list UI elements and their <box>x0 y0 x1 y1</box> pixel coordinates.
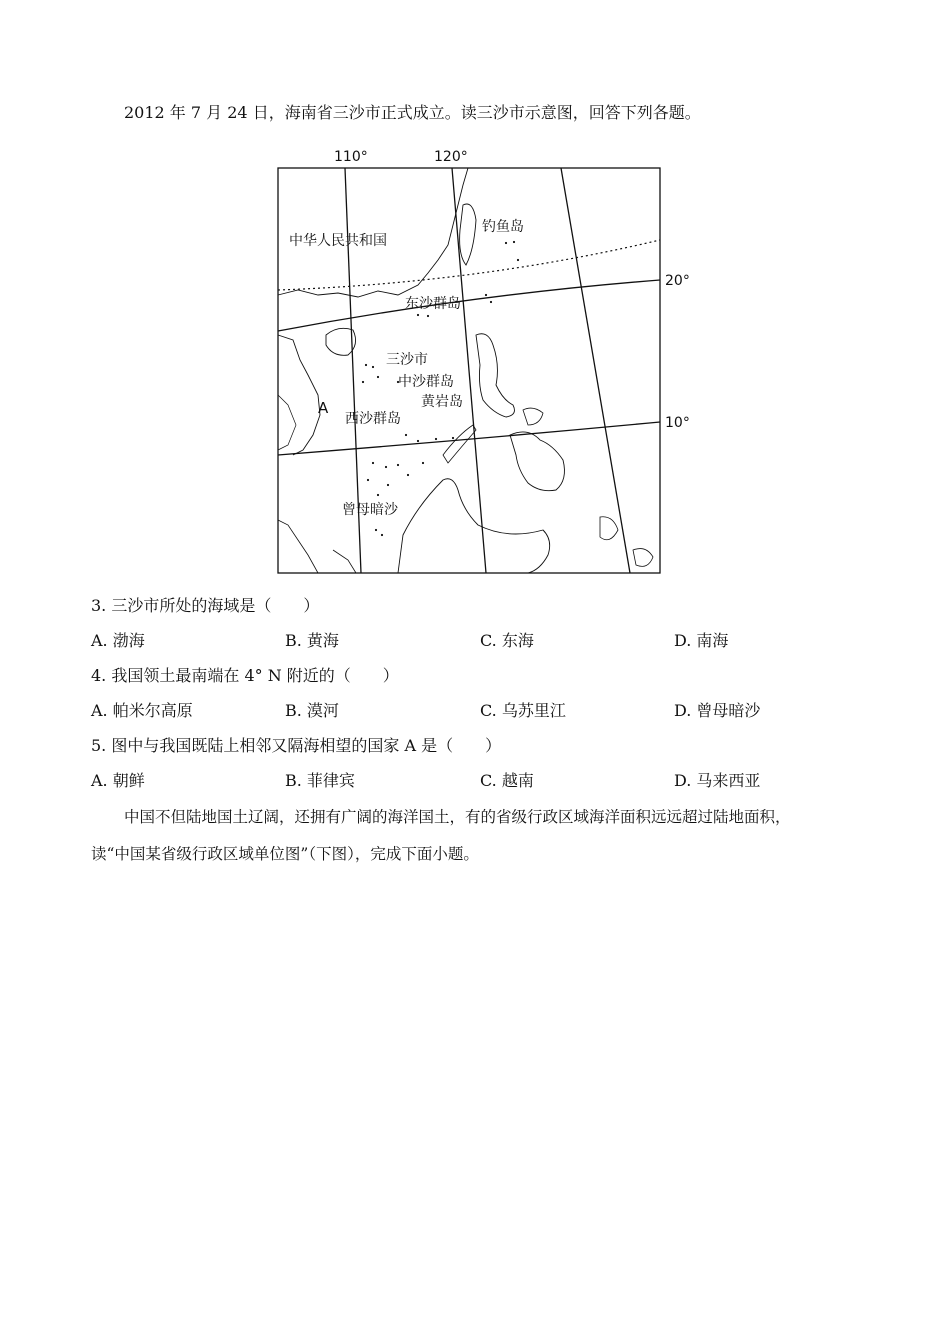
label-diaoyu: 钓鱼岛 <box>482 219 524 235</box>
label-sansha: 三沙市 <box>386 352 428 368</box>
inland-border <box>278 395 296 450</box>
question-4-stem: 4. 我国领土最南端在 4° N 附近的（ ） <box>91 666 399 685</box>
east-island <box>600 517 618 540</box>
map-figure <box>278 145 690 575</box>
label-zhongsha: 中沙群岛 <box>398 374 454 390</box>
question-4-option-c[interactable]: C. 乌苏里江 <box>480 701 566 720</box>
question-5-option-a[interactable]: A. 朝鲜 <box>91 771 145 790</box>
malay-coast <box>278 520 318 573</box>
passage-line-1: 中国不但陆地国土辽阔，还拥有广阔的海洋国土，有的省级行政区域海洋面积远远超过陆地面积， <box>124 808 791 826</box>
label-zengmu: 曾母暗沙 <box>342 502 398 518</box>
label-dongsha: 东沙群岛 <box>405 296 461 312</box>
label-xisha: 西沙群岛 <box>345 411 401 427</box>
lat-label-20: 20° <box>665 273 690 289</box>
palawan-island <box>443 425 476 463</box>
visayas-island <box>523 408 543 425</box>
intro-text: 2012 年 7 月 24 日，海南省三沙市正式成立。读三沙市示意图，回答下列各题。 <box>124 103 701 122</box>
island-coast <box>333 550 356 573</box>
luzon-island <box>476 334 514 417</box>
east-island-2 <box>633 549 653 567</box>
meridian-120 <box>452 168 486 573</box>
question-4-option-b[interactable]: B. 漠河 <box>285 701 339 720</box>
question-5-option-c[interactable]: C. 越南 <box>480 771 534 790</box>
question-5-stem: 5. 图中与我国既陆上相邻又隔海相望的国家 A 是（ ） <box>91 736 502 755</box>
label-china: 中华人民共和国 <box>289 233 387 249</box>
mindanao-island <box>510 432 564 491</box>
question-3-option-c[interactable]: C. 东海 <box>480 631 534 650</box>
lon-label-120: 120° <box>434 149 468 165</box>
question-3-option-d[interactable]: D. 南海 <box>674 631 729 650</box>
question-4-option-d[interactable]: D. 曾母暗沙 <box>674 701 761 720</box>
passage-line-2: 读“中国某省级行政区域单位图”（下图），完成下面小题。 <box>91 845 479 863</box>
question-3-option-b[interactable]: B. 黄海 <box>285 631 339 650</box>
meridian-130 <box>561 168 630 573</box>
question-5-option-d[interactable]: D. 马来西亚 <box>674 771 761 790</box>
question-4-option-a[interactable]: A. 帕米尔高原 <box>91 701 193 720</box>
parallel-20 <box>278 280 660 331</box>
lon-label-110: 110° <box>334 149 368 165</box>
question-5-option-b[interactable]: B. 菲律宾 <box>285 771 355 790</box>
label-country-a: A <box>318 399 329 417</box>
question-3-stem: 3. 三沙市所处的海域是（ ） <box>91 596 320 615</box>
vietnam-coast <box>278 335 320 455</box>
sansha-map <box>278 145 690 575</box>
taiwan-island <box>460 204 476 265</box>
question-3-option-a[interactable]: A. 渤海 <box>91 631 145 650</box>
lat-label-10: 10° <box>665 415 690 431</box>
label-huangyan: 黄岩岛 <box>421 394 463 410</box>
borneo-coast <box>398 479 550 573</box>
